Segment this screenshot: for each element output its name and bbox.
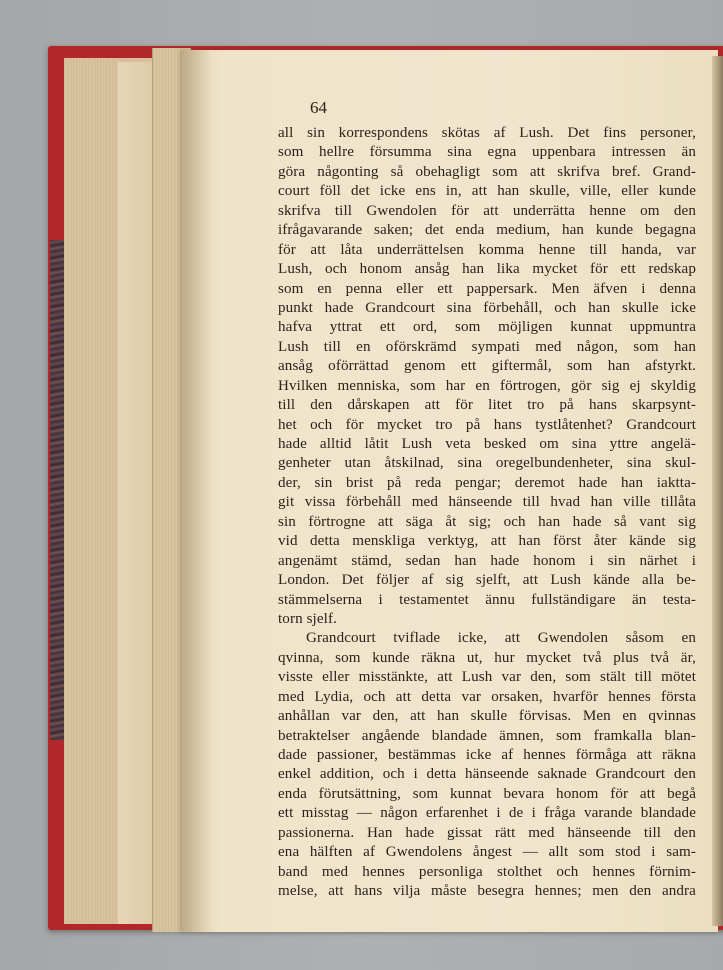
- text-line: Grandcourt tviflade icke, att Gwendolen såsom en: [306, 630, 696, 647]
- text-line: enkel addition, och i detta hänseende saknade Grandcourt den: [278, 766, 696, 783]
- text-line: Lush, och honom ansåg han lika mycket för ett redskap: [278, 261, 696, 278]
- text-line: sin förtrogne att säga åt sig; och han hade så vant sig: [278, 513, 696, 530]
- text-line: qvinna, som kunde räkna ut, hur mycket två plus två är,: [278, 649, 696, 666]
- text-line: betraktelser angående blandade ämnen, som framkalla blan-: [278, 727, 696, 744]
- text-line: hade alltid låtit Lush veta besked om sina yttre angelä-: [278, 436, 696, 452]
- text-line: till den dårskapen att för litet tro på hans skarpsynt-: [278, 397, 696, 414]
- text-line: anhållan var den, att han skulle förvisas. Men en qvinnas: [278, 708, 696, 725]
- text-line: het och för mycket tro på hans tystlåtenhet? Grandcourt: [278, 416, 696, 433]
- text-line: göra någonting så obehagligt som att skrifva bref. Grand-: [278, 163, 696, 180]
- text-line: hafva yttrat ett ord, som möjligen kunnat uppmuntra: [278, 319, 696, 336]
- text-line: som en penna eller ett pappersark. Men äfven i denna: [278, 280, 696, 297]
- text-line: med Lydia, och att detta var orsaken, hvarför hennes första: [278, 688, 696, 705]
- text-line: London. Det följer af sig sjelft, att Lush kände alla be-: [278, 572, 696, 589]
- text-line: enda förutsättning, som kunnat bevara honom för att begå: [278, 785, 696, 802]
- text-line: git vissa förbehåll med hänseende till hvad han ville tillåta: [278, 494, 696, 511]
- text-line: angenämt stämd, sedan han hade honom i sin närhet i: [278, 552, 696, 569]
- page-number: 64: [310, 98, 327, 117]
- text-line: all sin korrespondens skötas af Lush. Det fins personer,: [278, 125, 696, 141]
- text-line: dade passioner, bestämmas icke af hennes förmåga att räkna: [278, 747, 696, 763]
- text-line: visste eller misstänkte, att Lush var den, som stält till mötet: [278, 669, 696, 686]
- text-line: court föll det icke ens in, att han skulle, ville, eller kunde: [278, 183, 696, 200]
- text-line: som hellre försumma sina egna uppenbara intressen än: [278, 144, 696, 161]
- gutter-shadow: [182, 50, 212, 932]
- text-line: genheter utan åtskilnad, sina oregelbundenheter, sina skul-: [278, 455, 696, 472]
- body-text: [278, 124, 696, 902]
- text-line: vid detta menskliga verktyg, att han först åter kände sig: [278, 533, 696, 550]
- text-line: Hvilken menniska, som har en förtrogen, gör sig ej skyldig: [278, 377, 696, 394]
- text-line: stämmelserna i testamentet ännu fullständigare än testa-: [278, 591, 696, 608]
- text-line: skrifva till Gwendolen för att underrätta henne om den: [278, 202, 696, 219]
- text-line: ifrågavarande saken; det enda medium, han kunde begagna: [278, 222, 696, 239]
- right-page-edge: [712, 56, 723, 926]
- text-line: torn sjelf.: [278, 610, 337, 627]
- text-line: passionerna. Han hade gissat rätt med hänseende till den: [278, 824, 696, 841]
- text-line: der, sin brist på reda pengar; deremot hade han iaktta-: [278, 474, 696, 491]
- text-line: för att låta underrättelsen komma henne till handa, var: [278, 241, 696, 258]
- text-line: melse, att hans vilja måste besegra hennes; men den andra: [278, 883, 696, 900]
- text-line: ena hälften af Gwendolens ångest — allt som stod i sam-: [278, 844, 696, 861]
- text-line: band med hennes personliga stolthet och hennes förnim-: [278, 863, 696, 880]
- text-line: ett misstag — någon erfarenhet i de i fråga varande blandade: [278, 805, 696, 822]
- text-line: Lush till en oförskrämd sympati med någon, som han: [278, 338, 696, 355]
- text-line: punkt hade Grandcourt sina förbehåll, och han skulle icke: [278, 299, 696, 316]
- text-line: ansåg oförrättad genom ett giftermål, som han afstyrkt.: [278, 358, 696, 375]
